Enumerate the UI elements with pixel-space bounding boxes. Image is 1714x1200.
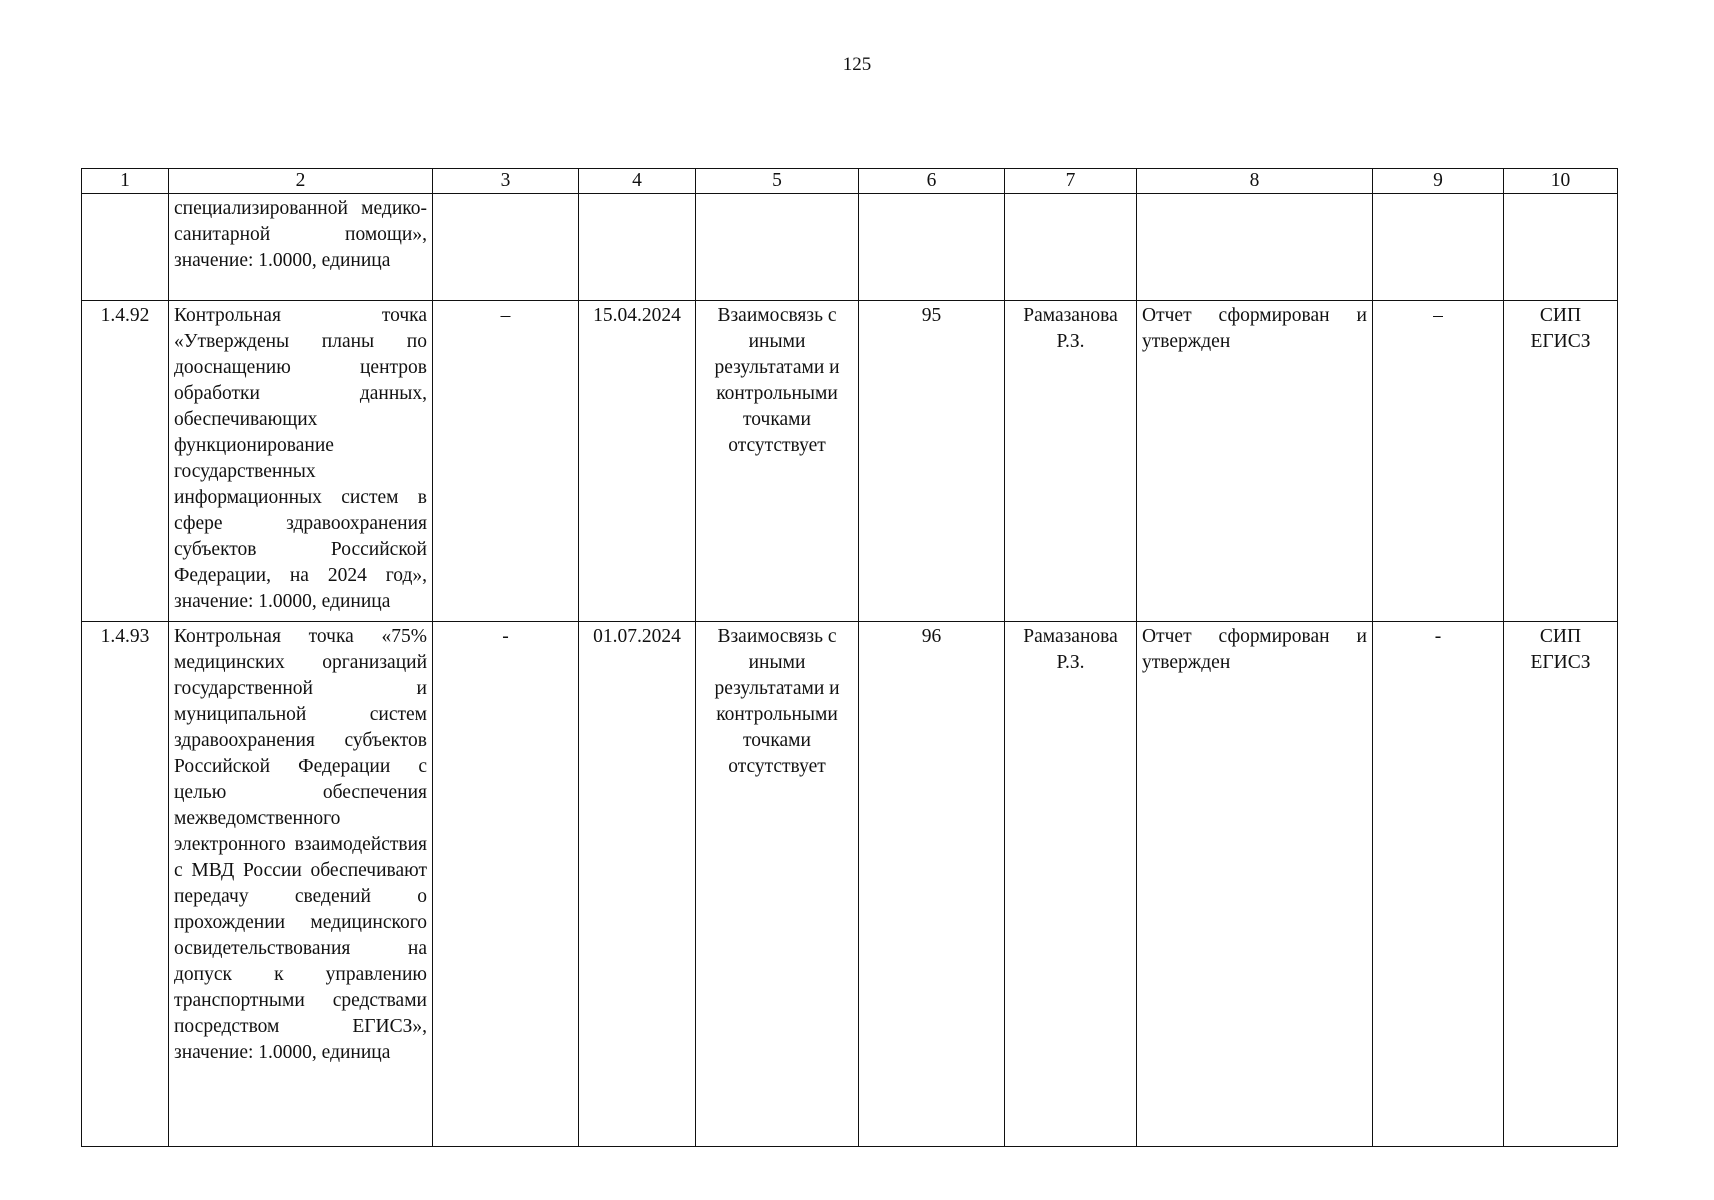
row-number-cell: 1.4.93 (82, 622, 169, 1147)
column-header-4: 4 (579, 169, 696, 194)
row-number-cell: 1.4.92 (82, 301, 169, 622)
column-6-cell: 95 (859, 301, 1005, 622)
column-3-cell: – (433, 301, 579, 622)
row-number-cell (82, 194, 169, 301)
table-row (82, 301, 1618, 622)
row-name-cell: специализированной медико-санитарной помощи», значение: 1.0000, единица (169, 194, 433, 301)
header-row (82, 169, 1618, 194)
responsible-cell: Рамазанова Р.З. (1005, 301, 1137, 622)
column-3-cell: - (433, 622, 579, 1147)
column-6-cell: 96 (859, 622, 1005, 1147)
date-cell: 15.04.2024 (579, 301, 696, 622)
column-header-2: 2 (169, 169, 433, 194)
column-3-cell (433, 194, 579, 301)
table-row (82, 194, 1618, 301)
column-header-6: 6 (859, 169, 1005, 194)
table-row (82, 622, 1618, 1147)
column-header-8: 8 (1137, 169, 1373, 194)
row-name-cell: Контрольная точка «75% медицинских организаций государственной и муниципальной систем здравоохранения субъектов Российской Федерации с целью обеспечения межведомственного электронного взаимодействия с МВД России обеспечивают передачу сведений о прохождении медицинского освидетельствования на допуск к управлению транспортными средствами посредством ЕГИСЗ», значение: 1.0000, единица (169, 622, 433, 1147)
column-6-cell (859, 194, 1005, 301)
column-header-10: 10 (1504, 169, 1618, 194)
system-cell: СИП ЕГИСЗ (1504, 301, 1618, 622)
system-cell: СИП ЕГИСЗ (1504, 622, 1618, 1147)
result-cell (1137, 194, 1373, 301)
column-9-cell: - (1373, 622, 1504, 1147)
relation-cell: Взаимосвязь с иными результатами и контрольными точками отсутствует (696, 622, 859, 1147)
result-cell: Отчет сформирован и утвержден (1137, 301, 1373, 622)
column-9-cell (1373, 194, 1504, 301)
column-header-7: 7 (1005, 169, 1137, 194)
system-cell (1504, 194, 1618, 301)
column-header-5: 5 (696, 169, 859, 194)
column-9-cell: – (1373, 301, 1504, 622)
page-number: 125 (842, 54, 872, 75)
relation-cell (696, 194, 859, 301)
date-cell (579, 194, 696, 301)
relation-cell: Взаимосвязь с иными результатами и контрольными точками отсутствует (696, 301, 859, 622)
date-cell: 01.07.2024 (579, 622, 696, 1147)
row-name-cell: Контрольная точка «Утверждены планы по дооснащению центров обработки данных, обеспечивающих функционирование государственных информационных систем в сфере здравоохранения субъектов Российской Федерации, на 2024 год», значение: 1.0000, единица (169, 301, 433, 622)
responsible-cell: Рамазанова Р.З. (1005, 622, 1137, 1147)
result-cell: Отчет сформирован и утвержден (1137, 622, 1373, 1147)
control-points-table (81, 168, 1618, 1147)
column-header-1: 1 (82, 169, 169, 194)
responsible-cell (1005, 194, 1137, 301)
column-header-3: 3 (433, 169, 579, 194)
column-header-9: 9 (1373, 169, 1504, 194)
